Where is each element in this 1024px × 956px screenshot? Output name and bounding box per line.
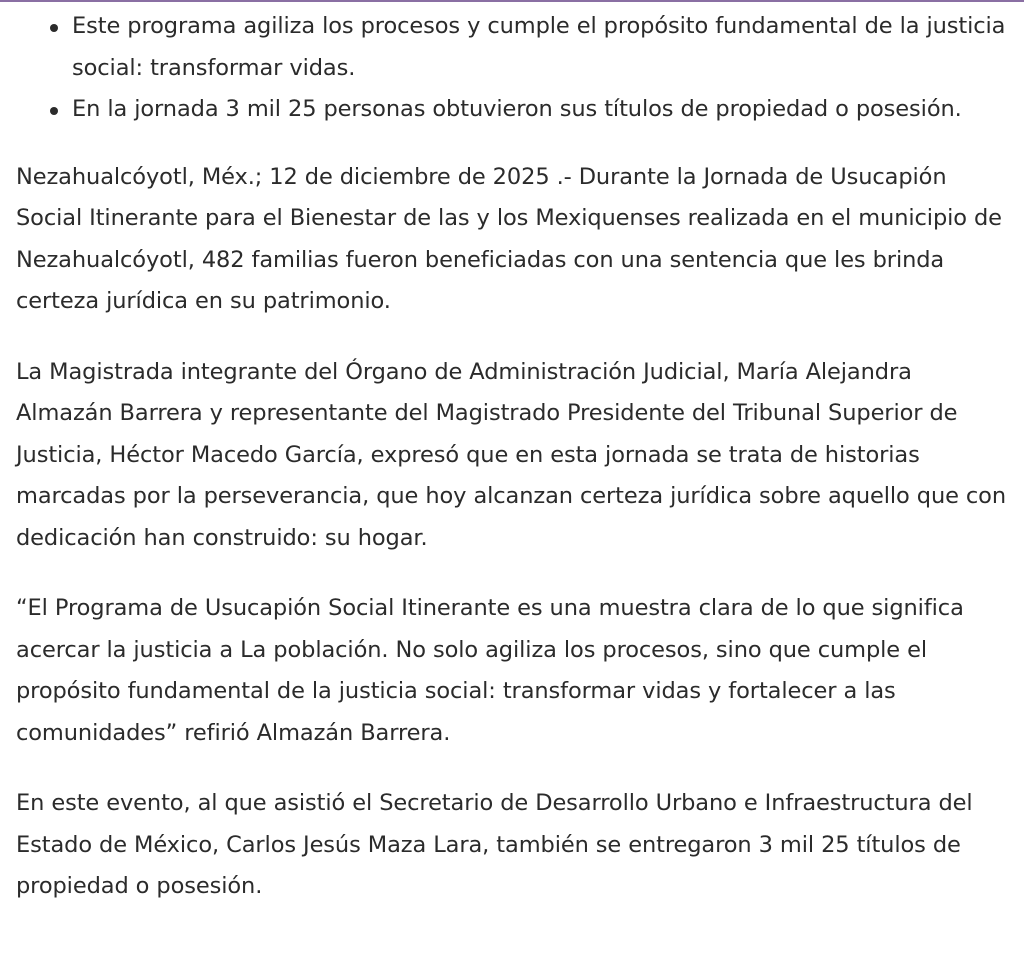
- highlight-item: [72, 89, 1006, 131]
- paragraph-quote: “El Programa de Usucapión Social Itinerante es una muestra clara de lo que significa acercar la justicia a La población. No solo agiliza los procesos, sino que cumple el propósito fundamental de la justicia social: transformar vidas y fortalecer a las comunidades” refirió Almazán Barrera.: [16, 595, 964, 746]
- paragraph-dateline: Nezahualcóyotl, Méx.; 12 de diciembre de 2025 .- Durante la Jornada de Usucapión Social Itinerante para el Bienestar de las y los Mexiquenses realizada en el municipio de Nezahualcóyotl, 482 familias fueron beneficiadas con una sentencia que les brinda certeza jurídica en su patrimonio.: [16, 163, 1002, 314]
- bullet-icon: [50, 24, 58, 32]
- highlight-text: En la jornada 3 mil 25 personas obtuvieron sus títulos de propiedad o posesión.: [72, 96, 962, 122]
- paragraph-event: En este evento, al que asistió el Secretario de Desarrollo Urbano e Infraestructura del Estado de México, Carlos Jesús Maza Lara, también se entregaron 3 mil 25 títulos de propiedad o posesión.: [16, 790, 973, 899]
- highlight-item: [72, 6, 1006, 89]
- bullet-icon: [50, 107, 58, 115]
- highlight-text: Este programa agiliza los procesos y cumple el propósito fundamental de la justicia social: transformar vidas.: [72, 13, 1006, 81]
- article-body: [16, 6, 1006, 908]
- highlights-list: [16, 6, 1006, 131]
- paragraph-magistrate: La Magistrada integrante del Órgano de Administración Judicial, María Alejandra Almazán Barrera y representante del Magistrado Presidente del Tribunal Superior de Justicia, Héctor Macedo García, expresó que en esta jornada se trata de historias marcadas por la perseverancia, que hoy alcanzan certeza jurídica sobre aquello que con dedicación han construido: su hogar.: [16, 358, 1007, 551]
- top-divider: [0, 0, 1024, 2]
